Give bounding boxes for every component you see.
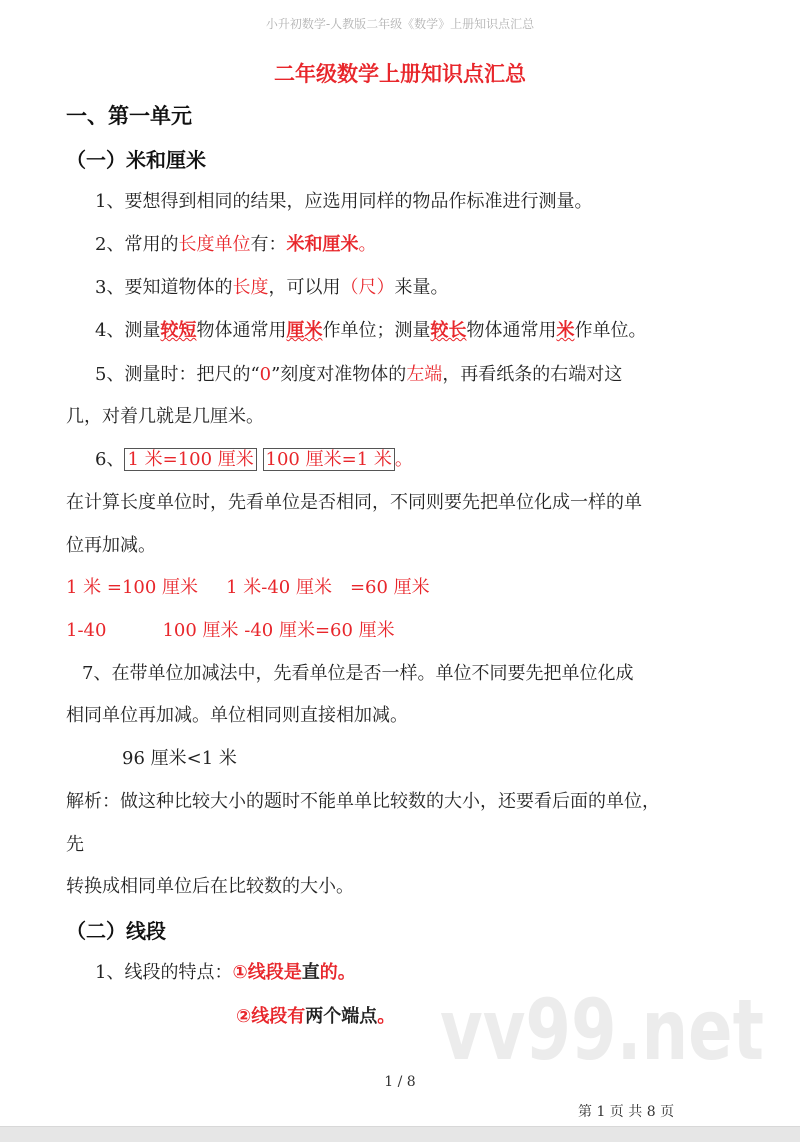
point-5-continued: 几，对着几就是几厘米。 [66, 406, 264, 427]
highlight: 较长 [430, 320, 467, 341]
point-7: 7、在带单位加减法中，先看单位是否一样。单位不同要先把单位化成 [82, 663, 634, 684]
segment-point-2 [236, 1005, 395, 1029]
text: 作单位。 [574, 320, 647, 341]
point-2 [95, 233, 376, 257]
point-3 [95, 276, 448, 300]
text: 来量。 [394, 277, 449, 298]
viewer-bottom-bar [0, 1126, 800, 1142]
example-1 [66, 576, 430, 600]
analysis: 解析：做这种比较大小的题时不能单单比较数的大小，还要看后面的单位， [66, 791, 660, 812]
highlight: 长度单位 [178, 234, 251, 255]
highlight: 左端 [406, 364, 443, 385]
text: 1、线段的特点： [95, 962, 233, 983]
text: 两个端点 [305, 1006, 378, 1027]
highlight: 厘米 [322, 234, 359, 255]
unit-heading: 一、第一单元 [66, 104, 192, 128]
segment-point-1 [95, 961, 356, 985]
boxed-formula: 100 厘米=1 米 [263, 448, 395, 471]
text: 1 米-40 厘米 [226, 577, 332, 598]
watermark: vv99.net [440, 981, 764, 1079]
text: 有： [250, 234, 287, 255]
paragraph: 位再加减。 [66, 535, 156, 556]
section-heading-1: （一）米和厘米 [66, 148, 206, 172]
point-1: 1、要想得到相同的结果，应选用同样的物品作标准进行测量。 [95, 191, 593, 212]
text: 3、要知道物体的 [95, 277, 233, 298]
highlight: ①线段是 [232, 962, 302, 983]
text: ，再看纸条的右端对这 [442, 364, 623, 385]
highlight: 米 [556, 320, 575, 341]
analysis: 先 [66, 834, 84, 855]
text: 1 米 =100 厘米 [66, 577, 199, 598]
highlight: 。 [377, 1006, 396, 1027]
text: 物体通常用 [196, 320, 287, 341]
text: 1-40 [66, 620, 107, 641]
highlight: 米 [286, 234, 305, 255]
paragraph: 在计算长度单位时，先看单位是否相同，不同则要先把单位化成一样的单 [66, 492, 642, 513]
text: 物体通常用 [466, 320, 557, 341]
document-title: 二年级数学上册知识点汇总 [274, 62, 526, 86]
comparison: 96 厘米<1 米 [122, 748, 237, 769]
text: 直 [301, 962, 320, 983]
text: 。 [358, 234, 377, 255]
text: 100 厘米 -40 厘米=60 厘米 [162, 620, 395, 641]
running-header: 小升初数学-人教版二年级《数学》上册知识点汇总 [265, 17, 535, 31]
text: ，可以用 [268, 277, 341, 298]
text: =60 厘米 [349, 577, 430, 598]
text: ”刻度对准物体的 [271, 364, 407, 385]
text: 作单位；测量 [322, 320, 431, 341]
section-heading-2: （二）线段 [66, 919, 166, 943]
highlight: ②线段有 [236, 1006, 306, 1027]
highlight: 厘米 [286, 320, 323, 341]
point-4 [95, 319, 646, 343]
analysis: 转换成相同单位后在比较数的大小。 [66, 876, 354, 897]
point-7-continued: 相同单位再加减。单位相同则直接相加减。 [66, 705, 408, 726]
text: 6、 [95, 449, 125, 470]
boxed-formula: 1 米=100 厘米 [124, 448, 256, 471]
text: 2、常用的 [95, 234, 179, 255]
text: 。 [394, 449, 413, 470]
highlight: 的。 [319, 962, 356, 983]
highlight: 较短 [160, 320, 197, 341]
point-6 [95, 448, 413, 472]
text: 5、测量时：把尺的“ [95, 364, 260, 385]
point-5 [95, 363, 622, 387]
highlight: 长度 [232, 277, 269, 298]
highlight: 和 [304, 234, 323, 255]
highlight: 0 [259, 364, 272, 385]
text: 4、测量 [95, 320, 161, 341]
page-number: 1 / 8 [384, 1074, 416, 1090]
page-footer: 第 1 页 共 8 页 [578, 1104, 675, 1120]
example-2 [66, 619, 395, 643]
highlight: （尺） [340, 277, 395, 298]
